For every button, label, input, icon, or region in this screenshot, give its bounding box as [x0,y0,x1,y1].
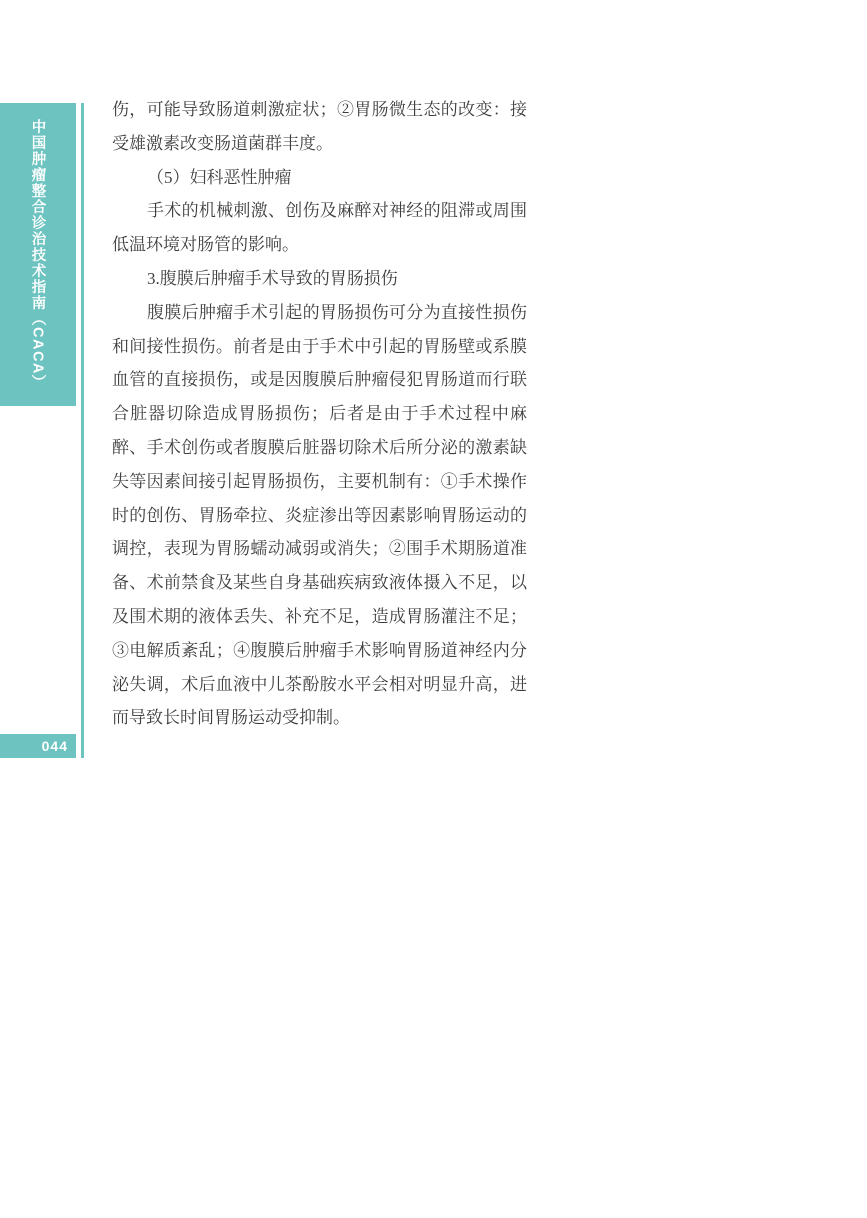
spine-divider-line [81,103,84,758]
text-line: 备、术前禁食及某些自身基础疾病致液体摄入不足，以 [112,573,527,593]
text-line: 受雄激素改变肠道菌群丰度。 [112,133,333,153]
page-number: 044 [41,738,68,754]
text-line: 手术的机械刺激、创伤及麻醉对神经的阻滞或周围 [147,201,527,221]
text-line: 3.腹膜后肿瘤手术导致的胃肠损伤 [147,268,398,288]
text-line: 合脏器切除造成胃肠损伤；后者是由于手术过程中麻 [112,404,527,424]
text-line: 腹膜后肿瘤手术引起的胃肠损伤可分为直接性损伤 [147,302,527,322]
page-number-badge [0,734,76,758]
text-line: 泌失调，术后血液中儿茶酚胺水平会相对明显升高，进 [112,674,527,694]
text-line: 低温环境对肠管的影响。 [112,235,299,255]
body-text [112,93,527,735]
text-line: 血管的直接损伤，或是因腹膜后肿瘤侵犯胃肠道而行联 [112,370,527,390]
text-line: 和间接性损伤。前者是由于手术中引起的胃肠壁或系膜 [112,336,527,356]
text-line: 失等因素间接引起胃肠损伤，主要机制有：①手术操作 [112,471,527,491]
sidebar-spine [0,103,76,406]
text-line: 调控，表现为胃肠蠕动减弱或消失；②围手术期肠道准 [112,539,527,559]
book-title-vertical: 中国肿瘤整合诊治技术指南（CACA） [29,118,46,391]
text-line: 时的创伤、胃肠牵拉、炎症渗出等因素影响胃肠运动的 [112,505,527,525]
text-line: 伤，可能导致肠道刺激症状；②胃肠微生态的改变：接 [112,100,527,119]
text-line: ③电解质紊乱；④腹膜后肿瘤手术影响胃肠道神经内分 [112,640,527,660]
text-line: （5）妇科恶性肿瘤 [147,167,292,187]
text-line: 及围术期的液体丢失、补充不足，造成胃肠灌注不足； [112,606,527,626]
text-line: 醉、手术创伤或者腹膜后脏器切除术后所分泌的激素缺 [112,437,527,457]
text-line: 而导致长时间胃肠运动受抑制。 [112,708,350,728]
